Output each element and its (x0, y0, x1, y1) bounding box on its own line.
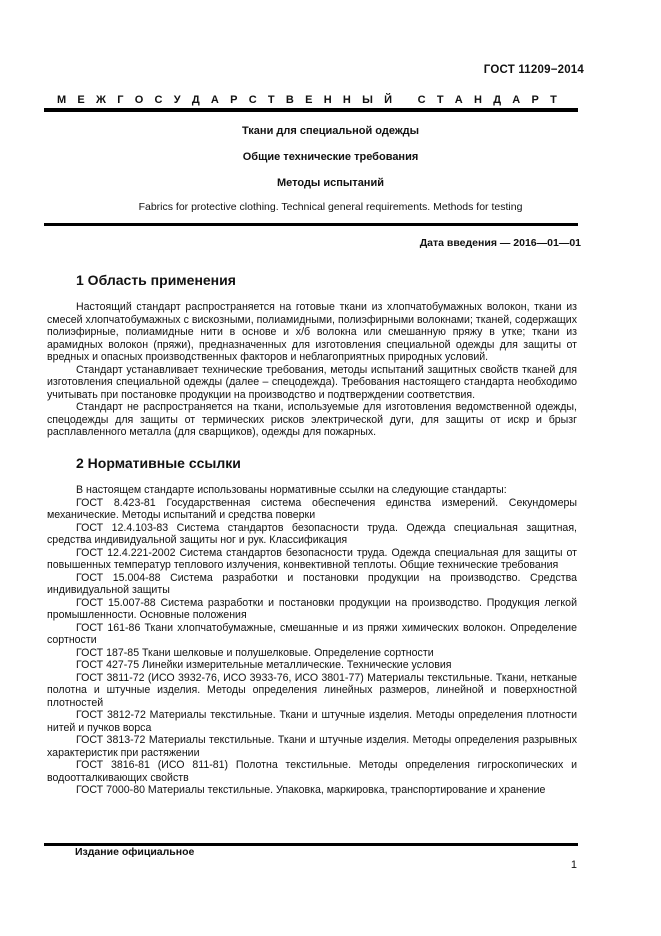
reference-item: ГОСТ 427-75 Линейки измерительные металлические. Технические условия (76, 659, 452, 671)
banner-letter: С (154, 94, 163, 106)
banner-letter: Ж (96, 94, 106, 106)
banner-letter: О (134, 94, 144, 106)
title-english: Fabrics for protective clothing. Technical general requirements. Methods for testing (138, 201, 523, 213)
reference-item: ГОСТ 15.004-88 Система разработки и постановки продукции на производство. Средства индивидуальной защиты (47, 571, 577, 596)
title-russian-line3: Методы испытаний (277, 177, 384, 189)
reference-item: ГОСТ 3812-72 Материалы текстильные. Ткани и штучные изделия. Методы определения плотности нитей и пучков ворса (47, 709, 577, 734)
introduction-date: Дата введения — 2016—01—01 (419, 237, 581, 249)
banner-letter: С (248, 94, 257, 106)
title-russian-line1: Ткани для специальной одежды (242, 125, 419, 137)
reference-item: ГОСТ 12.4.103-83 Система стандартов безопасности труда. Одежда специальная защитная, средства индивидуальной защиты ног и рук. Классификация (47, 521, 577, 546)
banner-letter: Е (77, 94, 85, 106)
section-2-heading: 2 Нормативные ссылки (76, 455, 241, 471)
banner-letter: Р (230, 94, 238, 106)
interstate-standard-banner (57, 94, 557, 106)
banner-letter: У (173, 94, 181, 106)
reference-item: ГОСТ 187-85 Ткани шелковые и полушелковые. Определение сортности (76, 646, 434, 659)
banner-letter: А (454, 94, 463, 106)
middle-rule-divider (44, 223, 578, 226)
official-edition-label: Издание официальное (75, 846, 195, 858)
section-1-heading: 1 Область применения (76, 272, 236, 288)
paragraph: Стандарт не распространяется на ткани, используемые для изготовления ведомственной одежды, спецодежды для защиты от термических рисков электрической дуги, для защиты от искр и брызг расплавленного металла (для сварщиков), одежды для пожарных. (47, 401, 577, 438)
document-number: ГОСТ 11209−2014 (483, 64, 584, 76)
banner-letter: С (417, 94, 426, 106)
banner-letter (403, 94, 406, 106)
reference-item: ГОСТ 15.007-88 Система разработки и постановки продукции на производство. Продукция легкой промышленности. Основные положения (47, 596, 577, 621)
section-2-body (47, 484, 577, 797)
reference-item: ГОСТ 8.423-81 Государственная система обеспечения единства измерений. Секундомеры механические. Методы испытаний и средства поверки (47, 496, 577, 521)
reference-item: ГОСТ 3811-72 (ИСО 3932-76, ИСО 3933-76, ИСО 3801-77) Материалы текстильные. Ткани, нетканые полотна и штучные изделия. Методы определения линейных размеров, линейной и поверхностной плотностей (47, 671, 577, 709)
reference-item: ГОСТ 7000-80 Материалы текстильные. Упаковка, маркировка, транспортирование и хранение (76, 784, 546, 796)
banner-letter: Й (384, 94, 393, 106)
banner-letter: Т (267, 94, 275, 106)
banner-letter: Г (117, 94, 124, 106)
banner-letter: Т (550, 94, 557, 106)
paragraph: Стандарт устанавливает технические требования, методы испытаний защитных свойств тканей для изготовления специальной одежды (далее – спецодежда). Требования настоящего стандарта необходимо учитывать при постановке продукции на производство и подтверждении соответствия. (47, 363, 577, 401)
banner-letter: Н (323, 94, 332, 106)
banner-letter: Д (191, 94, 200, 106)
page-number: 1 (570, 859, 577, 871)
banner-letter: В (285, 94, 294, 106)
banner-letter: Н (474, 94, 482, 106)
banner-letter: Е (305, 94, 313, 106)
paragraph: Настоящий стандарт распространяется на готовые ткани из хлопчатобумажных волокон, ткани из смесей хлопчатобумажных с вискозными, полиамидными, полиэфирными волокнами; тканей, содержащих полиэфирные, полиамидные нити в основе и х/б волокна или смешанную пряжу в утке; ткани из арамидных волокон (пряжи), предназначенных для изготовления специальной одежды для защиты от вредных и опасных производственных факторов и неблагоприятных природных условий. (47, 301, 577, 363)
top-rule-divider (44, 108, 578, 112)
banner-letter: Ы (362, 94, 373, 106)
banner-letter: А (512, 94, 521, 106)
reference-item: ГОСТ 3816-81 (ИСО 811-81) Полотна текстильные. Методы определения гигроскопических и водоотталкивающих свойств (47, 759, 577, 784)
section-1-body (47, 301, 577, 439)
banner-letter: М (57, 94, 67, 106)
reference-item: ГОСТ 3813-72 Материалы текстильные. Ткани и штучные изделия. Методы определения разрывных характеристик при растяжении (47, 734, 577, 759)
banner-letter: Д (493, 94, 502, 106)
reference-item: ГОСТ 161-86 Ткани хлопчатобумажные, смешанные и из пряжи химических волокон. Определение сортности (47, 621, 577, 646)
title-russian-line2: Общие технические требования (242, 151, 419, 163)
banner-letter: А (210, 94, 219, 106)
banner-letter: Т (436, 94, 444, 106)
banner-letter: Н (342, 94, 351, 106)
banner-letter: Р (531, 94, 539, 106)
reference-item: В настоящем стандарте использованы нормативные ссылки на следующие стандарты: (76, 484, 507, 496)
reference-item: ГОСТ 12.4.221-2002 Система стандартов безопасности труда. Одежда специальная для защиты от повышенных температур теплового излучения, конвективной теплоты. Общие технические требования (47, 546, 577, 571)
